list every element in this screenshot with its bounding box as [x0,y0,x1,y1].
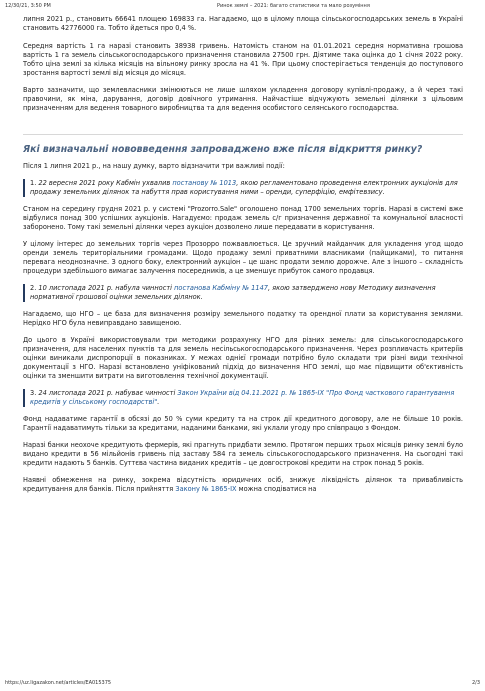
paragraph-ngo-methods: До цього в Україні використовували три методики розрахунку НГО для різних земель: для сільськогосподарського призначення, для населених пунктів та для земель несільськогосподарського призначення. Через розпливчасть критеріїв оцінки виникали диспропорції в показниках. У межах однієї громади потрібно було складати три різні види технічної документації з НГО. Наразі встановлено уніфікований підхід до визначення НГО землі, що має підвищити об'єктивність оцінки та зменшити витрати на виготовлення технічної документації. [23,336,463,380]
print-page-title: Ринок землі – 2021: багато статистики та мало розуміння [217,3,370,9]
event-text: Кабмін ухвалив [114,179,173,187]
event-item-1 [23,179,463,197]
law-1865-link[interactable]: Закон України від 04.11.2021 р. № 1865-IX "Про Фонд часткового гарантування кредитів у сільському господарстві" [30,389,455,406]
event-text: , якою регламентовано проведення електронних аукціонів для продажу земельних ділянок та набуття прав користування ними – оренди, суперфіцію, емфітевзису. [30,179,458,196]
event-number: 2. [30,284,37,292]
print-page-number: 2/3 [471,680,480,686]
print-url: https://uz.ligazakon.net/articles/EA015375 [5,680,112,686]
paragraph-owners-change: Варто зазначити, що землевласники змінюються не лише шляхом укладення договору купівлі-продажу, а й через такі правочини, як міна, дарування, договір довічного утримання. Найчастіше відчужують земельні ділянки з цільовим призначенням для ведення товарного виробництва та для ведення особистого селянського господарства. [23,86,463,112]
paragraph-bank-credits: Наразі банки неохоче кредитують фермерів, які прагнуть придбати землю. Протягом перших трьох місяців ринку землі було видано кредити в 56 мільйонів гривень під заставу 584 га земель сільськогосподарського призначення. На сьогодні такі кредити надають 5 банків. Суттєва частина виданих кредитів – це довгострокові кредити на строк понад 5 років. [23,441,463,467]
paragraph-stats-area: липня 2021 р., становить 66641 площею 169833 га. Нагадаємо, що в цілому площа сільськогосподарських земель в Україні становить 42776000 га. Тобто йдеться про 0,4 %. [23,15,463,32]
paragraph-prozorro-stats: Станом на середину грудня 2021 р. у системі "Prozorro.Sale" оголошено понад 1700 земельних торгів. Наразі в системі вже відбулися понад 300 успішних аукціонів. Нагадуємо: продаж земель с/г призначення державної та комунальної власності заборонено. Тому такі земельні ділянки через аукціон дозволено лише передавати в користування. [23,205,463,231]
event-text: . [157,398,160,406]
paragraph-prozorro-interest: У цілому інтерес до земельних торгів через Прозорро пожвавлюється. Це зручний майданчик для укладення угод щодо оренди земель територіальними громадами. Щодо продажу землі приватними власниками (пайщиками), то питання перевага неоднозначне. З одного боку, електронний аукціон – це шанс продати землю дорожче. Але з іншого – складність процедури здебільшого вимагає залучення посередників, а це зменшує прибуток самого продавця. [23,240,463,275]
event-date: 22 вересня 2021 року [38,179,115,187]
paragraph-average-price: Середня вартість 1 га наразі становить 38938 гривень. Натомість станом на 01.01.2021 середня нормативна грошова вартість 1 га земель сільськогосподарського призначення становила 27500 грн. Діятиме така оцінка до 1 січня 2022 року. Тобто ціна землі за кілька місяців на вільному ринку зросла на 41 %. При цьому спостерігається тенденція до поступового зростання вартості землі від місяця до місяця. [23,42,463,77]
print-datetime: 12/30/21, 3:50 PM [5,3,51,9]
event-text: , якою затверджено нову Методику визначення нормативної грошової оцінки земельних ділянок. [30,284,436,301]
paragraph-text: можна сподіватися на [236,485,317,493]
resolution-1013-link[interactable]: постанову № 1013 [172,179,237,187]
event-item-2 [23,284,463,302]
event-text: набула чинності [113,284,175,292]
paragraph-market-limits [23,476,463,494]
section-divider [23,134,463,135]
law-1865-short-link[interactable]: Закону № 1865-IX [175,485,237,493]
resolution-1147-link[interactable]: постанова Кабміну № 1147 [174,284,268,292]
event-date: 24 листопада 2021 р. [38,389,114,397]
event-number: 1. [30,179,37,187]
paragraph-text: Наявні обмеження на ринку, зокрема відсутність юридичних осіб, знижує ліквідність ділянок та привабливість кредитування для банків. Після прийняття [23,476,463,493]
section-intro: Після 1 липня 2021 р., на нашу думку, варто відзначити три важливі події: [23,162,285,170]
paragraph-ngo-basis: Нагадаємо, що НГО – це база для визначення розміру земельного податку та орендної плати за користування землями. Нерідко НГО була невиправдано завищеною. [23,310,463,327]
event-date: 10 листопада 2021 р. [38,284,114,292]
section-title: Які визначальні нововведення запроваджено вже після відкриття ринку? [23,144,423,155]
article-body [23,15,463,502]
event-item-3 [23,389,463,407]
event-text: набуває чинності [113,389,178,397]
paragraph-fund-guarantees: Фонд надаватиме гарантії в обсязі до 50 % суми кредиту та на строк дії кредитного договору, але не більше 10 років. Гарантії надаватимуть тільки за кредитами, наданими банками, які уклали угоду про співпрацю з Фондом. [23,415,463,432]
event-number: 3. [30,389,37,397]
